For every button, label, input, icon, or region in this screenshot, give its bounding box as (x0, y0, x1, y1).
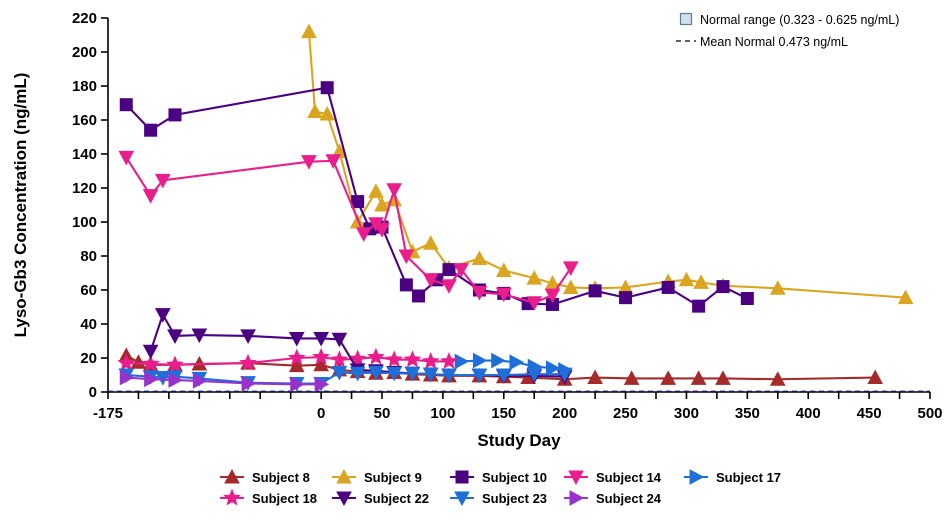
y-tick-label: 40 (80, 316, 97, 333)
legend-item-subject-24[interactable] (564, 491, 662, 506)
marker-square (456, 471, 468, 483)
marker-triangle-up (308, 105, 322, 118)
marker-square (413, 290, 425, 302)
marker-square (443, 264, 455, 276)
legend-label: Subject 24 (596, 491, 662, 506)
series-subject-10 (120, 82, 753, 312)
marker-square (120, 99, 132, 111)
marker-triangle-down (564, 262, 578, 275)
y-tick-label: 180 (71, 78, 97, 95)
marker-square (145, 124, 157, 136)
marker-star (368, 349, 383, 363)
marker-square (662, 281, 674, 293)
marker-triangle-down (119, 151, 133, 164)
x-tick-label: -175 (92, 405, 124, 422)
y-tick-label: 160 (71, 112, 97, 129)
y-tick-label: 100 (71, 214, 97, 231)
legend-label: Subject 22 (364, 491, 430, 506)
x-tick-label: 200 (552, 405, 578, 422)
marker-square (400, 279, 412, 291)
y-tick-label: 80 (80, 248, 97, 265)
legend-item-subject-22[interactable] (332, 491, 429, 506)
legend-item-subject-10[interactable] (450, 470, 547, 485)
marker-star (387, 352, 402, 366)
marker-triangle-down (156, 309, 170, 322)
y-tick-label: 20 (80, 350, 97, 367)
marker-square (352, 196, 364, 208)
marker-square (169, 109, 181, 121)
x-tick-label: 450 (856, 405, 882, 422)
series-subject-14 (119, 151, 577, 309)
y-tick-label: 220 (71, 10, 97, 27)
x-tick-label: 400 (795, 405, 821, 422)
legend-item-subject-9[interactable] (332, 470, 422, 485)
marker-star (405, 352, 420, 366)
series-line (126, 157, 570, 302)
marker-triangle-up (375, 198, 389, 211)
marker-square (589, 285, 601, 297)
y-tick-label: 120 (71, 180, 97, 197)
series-line (309, 32, 906, 298)
x-tick-label: 150 (491, 405, 517, 422)
legend-item-subject-8[interactable] (220, 470, 310, 485)
chart-annotations (676, 13, 899, 49)
series-subject-9 (302, 25, 913, 304)
marker-triangle-down (144, 345, 158, 358)
x-tick-label: 350 (734, 405, 760, 422)
legend-item-subject-14[interactable] (564, 470, 662, 485)
marker-triangle-up (472, 252, 486, 265)
y-tick-label: 140 (71, 146, 97, 163)
series-subject-8 (119, 348, 882, 385)
marker-square (620, 292, 632, 304)
mean-normal-label: Mean Normal 0.473 ng/mL (700, 35, 848, 49)
y-axis-ticks (72, 10, 108, 401)
marker-triangle-down (387, 184, 401, 197)
legend-label: Subject 10 (482, 470, 548, 485)
legend-label: Subject 23 (482, 491, 548, 506)
y-axis-title: Lyso-Gb3 Concentration (ng/mL) (11, 72, 30, 338)
marker-star (224, 490, 239, 504)
legend-label: Subject 9 (364, 470, 422, 485)
y-tick-label: 0 (88, 384, 97, 401)
marker-star (350, 351, 365, 365)
y-tick-label: 200 (71, 44, 97, 61)
x-tick-label: 50 (373, 405, 391, 422)
legend-label: Subject 17 (716, 470, 782, 485)
marker-triangle-up (424, 236, 438, 249)
marker-triangle-down (442, 280, 456, 293)
marker-square (717, 281, 729, 293)
x-axis-title: Study Day (477, 431, 561, 450)
marker-triangle-up (497, 263, 511, 276)
marker-triangle-up (369, 184, 383, 197)
marker-triangle-right (473, 354, 486, 368)
marker-triangle-right (570, 491, 583, 505)
normal-range-label: Normal range (0.323 - 0.625 ng/mL) (700, 13, 900, 27)
x-tick-label: 300 (673, 405, 699, 422)
marker-triangle-right (510, 355, 523, 369)
x-tick-label: 0 (316, 405, 326, 422)
marker-triangle-right (690, 470, 703, 484)
marker-triangle-right (492, 354, 505, 368)
chart-legend (220, 470, 781, 506)
marker-star (441, 353, 456, 367)
x-tick-label: 100 (430, 405, 456, 422)
marker-square (741, 293, 753, 305)
x-axis-ticks (93, 392, 943, 422)
legend-label: Subject 8 (252, 470, 310, 485)
marker-square (693, 300, 705, 312)
marker-triangle-right (455, 354, 468, 368)
marker-triangle-up (302, 25, 316, 38)
legend-item-subject-17[interactable] (684, 470, 781, 485)
legend-label: Subject 18 (252, 491, 318, 506)
legend-item-subject-23[interactable] (450, 491, 547, 506)
legend-item-subject-18[interactable] (220, 490, 317, 506)
y-tick-label: 60 (80, 282, 97, 299)
x-tick-label: 500 (917, 405, 943, 422)
marker-square-open (681, 14, 692, 25)
legend-label: Subject 14 (596, 470, 662, 485)
marker-square (321, 82, 333, 94)
marker-triangle-down (144, 190, 158, 203)
marker-star (423, 353, 438, 367)
x-tick-label: 250 (613, 405, 639, 422)
